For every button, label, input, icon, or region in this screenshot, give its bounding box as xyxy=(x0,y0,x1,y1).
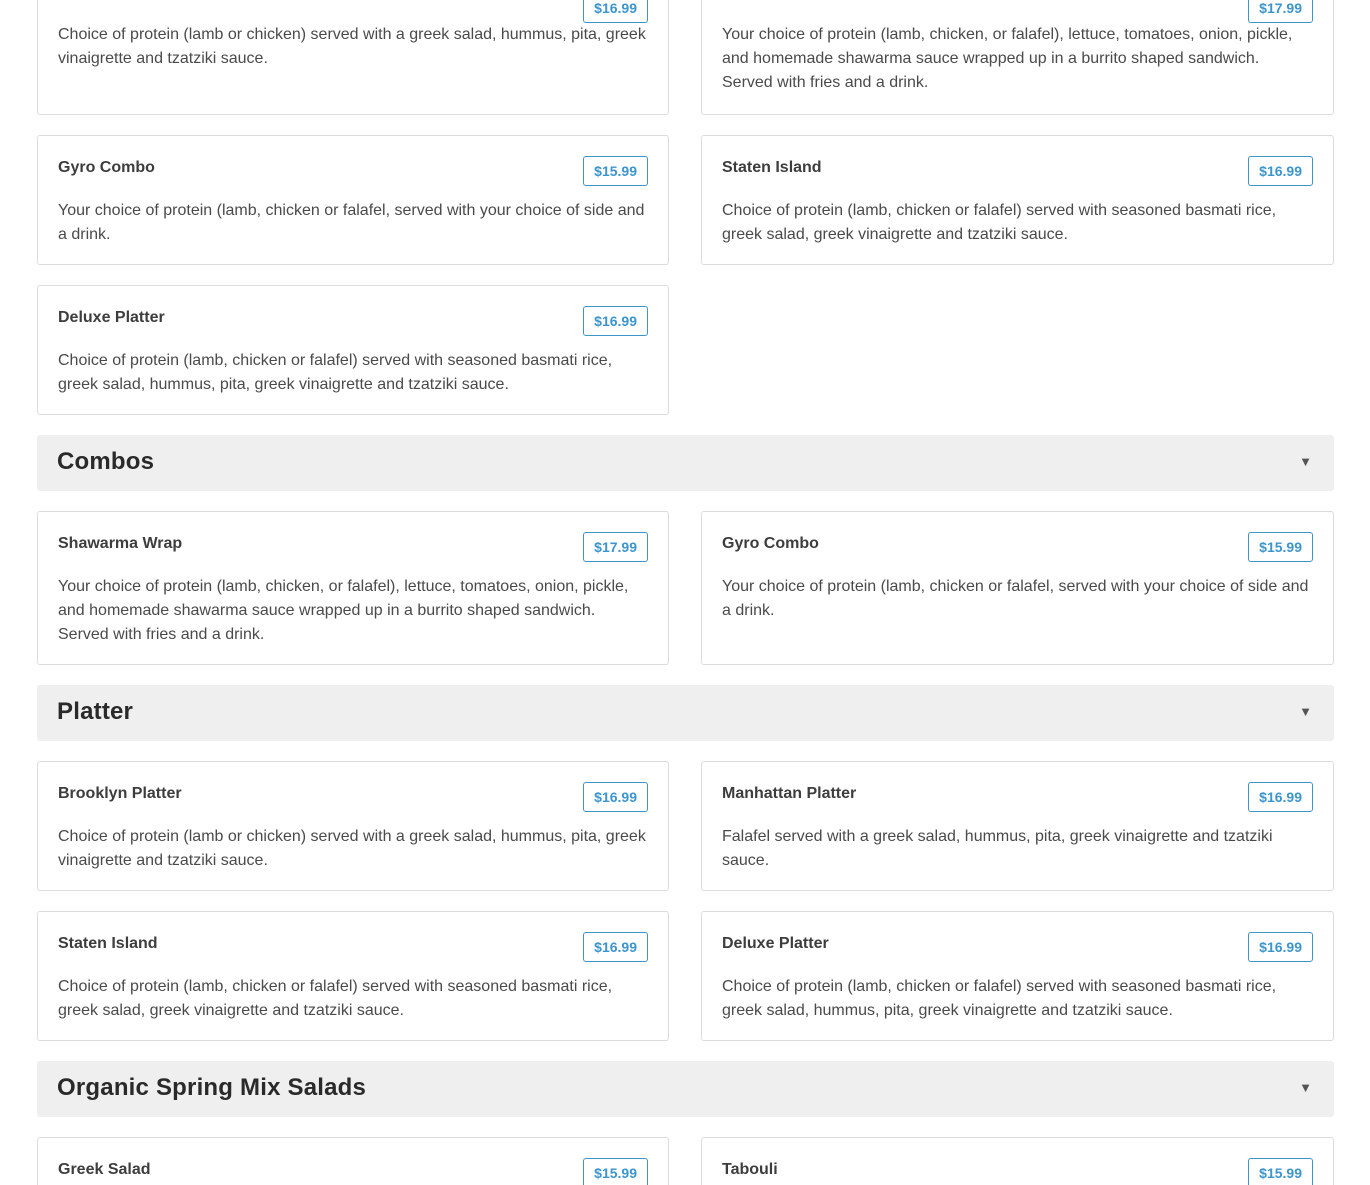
section-header-platter[interactable] xyxy=(37,685,1334,741)
section-title: Platter xyxy=(57,698,134,725)
price-button[interactable]: $16.99 xyxy=(1248,156,1313,186)
item-description: Falafel served with a greek salad, hummus, pita, greek vinaigrette and tzatziki sauce. xyxy=(722,828,1273,869)
price-button[interactable]: $15.99 xyxy=(583,1158,648,1185)
section-header-combos[interactable] xyxy=(37,435,1334,491)
item-name: Gyro Combo xyxy=(722,535,819,552)
item-name: Deluxe Platter xyxy=(58,309,165,326)
item-name: Gyro Combo xyxy=(58,159,155,176)
item-description: Your choice of protein (lamb, chicken or falafel, served with your choice of side and a drink. xyxy=(722,578,1309,619)
section-title: Organic Spring Mix Salads xyxy=(57,1074,367,1101)
chevron-down-icon: ▼ xyxy=(1299,1080,1312,1095)
price-button[interactable]: $16.99 xyxy=(1248,782,1313,812)
menu-item-card[interactable] xyxy=(701,911,1334,1041)
price-button[interactable]: $15.99 xyxy=(1248,532,1313,562)
item-description: Your choice of protein (lamb, chicken, or falafel), lettuce, tomatoes, onion, pickle, and homemade shawarma sauce wrapped up in a burrito shaped sandwich. Served with fries and a drink. xyxy=(722,26,1293,91)
menu-item-card[interactable] xyxy=(37,511,669,665)
section-header-salads[interactable] xyxy=(37,1061,1334,1117)
item-name: Tabouli xyxy=(722,1161,778,1178)
chevron-down-icon: ▼ xyxy=(1299,704,1312,719)
item-name: Staten Island xyxy=(58,935,158,952)
price-button[interactable]: $16.99 xyxy=(583,782,648,812)
price-button[interactable]: $16.99 xyxy=(1248,932,1313,962)
item-description: Choice of protein (lamb, chicken or falafel) served with seasoned basmati rice, greek salad, hummus, pita, greek vinaigrette and tzatziki sauce. xyxy=(722,978,1277,1019)
menu-item-card[interactable] xyxy=(37,911,669,1041)
price-button[interactable]: $15.99 xyxy=(583,156,648,186)
price-button[interactable]: $15.99 xyxy=(1248,1158,1313,1185)
item-description: Your choice of protein (lamb, chicken, or falafel), lettuce, tomatoes, onion, pickle, and homemade shawarma sauce wrapped up in a burrito shaped sandwich. Served with fries and a drink. xyxy=(58,578,629,643)
section-title: Combos xyxy=(57,448,155,475)
item-name: Manhattan Platter xyxy=(722,785,857,802)
chevron-down-icon: ▼ xyxy=(1299,454,1312,469)
price-button[interactable]: $16.99 xyxy=(583,0,648,23)
item-description: Choice of protein (lamb, chicken or falafel) served with seasoned basmati rice, greek salad, greek vinaigrette and tzatziki sauce. xyxy=(722,202,1277,243)
price-button[interactable]: $17.99 xyxy=(583,532,648,562)
menu-item-card[interactable] xyxy=(37,285,669,415)
menu-item-card[interactable] xyxy=(701,511,1334,665)
item-description: Choice of protein (lamb or chicken) served with a greek salad, hummus, pita, greek vinaigrette and tzatziki sauce. xyxy=(58,828,646,869)
price-button[interactable]: $16.99 xyxy=(583,306,648,336)
menu-item-card[interactable] xyxy=(701,761,1334,891)
item-description: Choice of protein (lamb or chicken) served with a greek salad, hummus, pita, greek vinaigrette and tzatziki sauce. xyxy=(58,26,646,67)
menu-item-card[interactable] xyxy=(37,761,669,891)
item-description: Choice of protein (lamb, chicken or falafel) served with seasoned basmati rice, greek salad, hummus, pita, greek vinaigrette and tzatziki sauce. xyxy=(58,352,613,393)
price-button[interactable]: $17.99 xyxy=(1248,0,1313,23)
price-button[interactable]: $16.99 xyxy=(583,932,648,962)
item-name: Deluxe Platter xyxy=(722,935,829,952)
menu-item-card[interactable] xyxy=(37,0,669,115)
item-name: Shawarma Wrap xyxy=(58,535,183,552)
menu-item-card[interactable] xyxy=(701,135,1334,265)
item-description: Choice of protein (lamb, chicken or falafel) served with seasoned basmati rice, greek salad, greek vinaigrette and tzatziki sauce. xyxy=(58,978,613,1019)
menu-item-card[interactable] xyxy=(701,0,1334,115)
item-name: Greek Salad xyxy=(58,1161,151,1178)
item-name: Staten Island xyxy=(722,159,822,176)
item-description: Your choice of protein (lamb, chicken or falafel, served with your choice of side and a drink. xyxy=(58,202,645,243)
menu-item-card[interactable] xyxy=(37,1137,669,1185)
item-name: Brooklyn Platter xyxy=(58,785,182,802)
menu-item-card[interactable] xyxy=(701,1137,1334,1185)
menu-item-card[interactable] xyxy=(37,135,669,265)
